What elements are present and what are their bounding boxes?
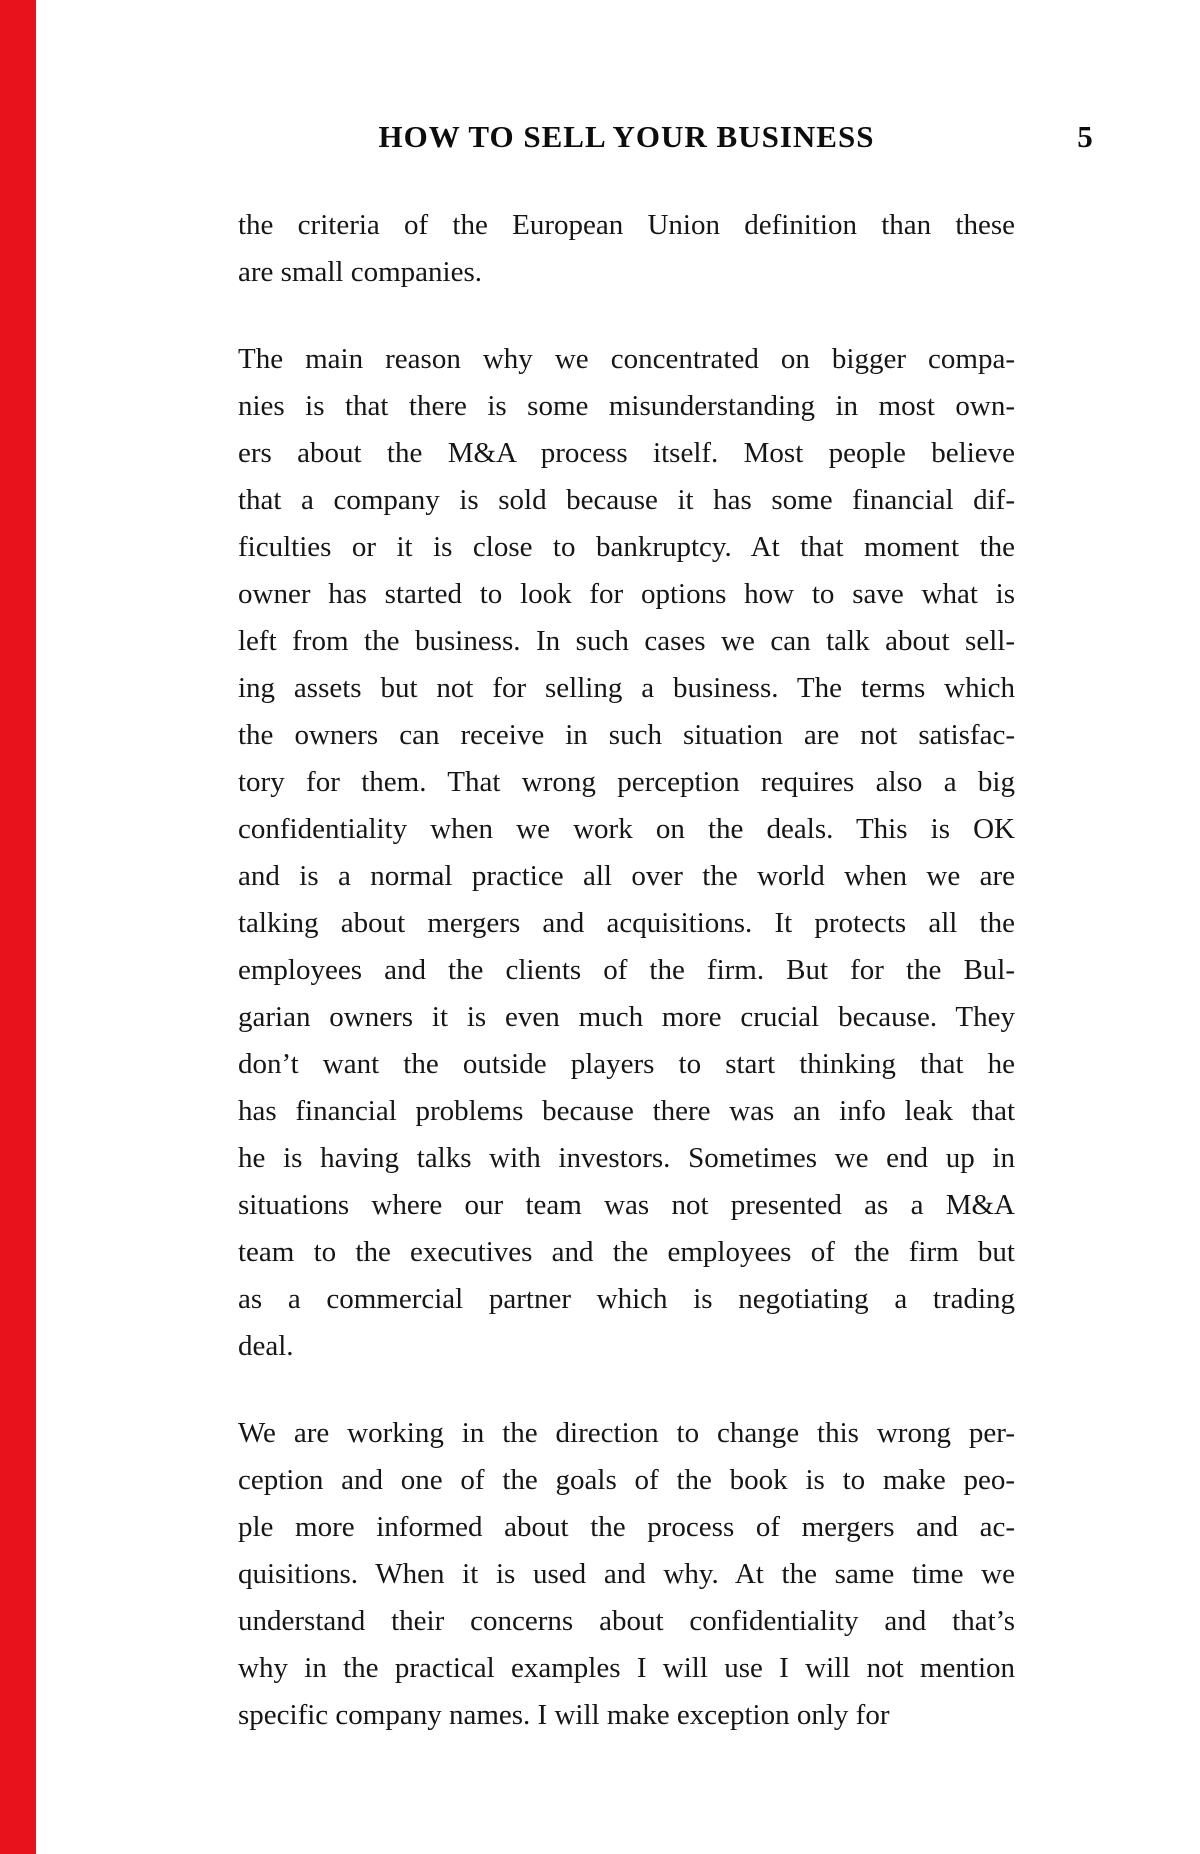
text-line: the owners can receive in such situation are not satisfac- bbox=[238, 719, 1015, 751]
page-number: 5 bbox=[1077, 119, 1093, 154]
text-line: nies is that there is some misunderstanding in most own- bbox=[238, 390, 1015, 422]
text-line: The main reason why we concentrated on bigger compa- bbox=[238, 343, 1015, 375]
text-line: left from the business. In such cases we can talk about sell- bbox=[238, 625, 1015, 657]
body-text bbox=[238, 202, 1015, 1739]
text-line: owner has started to look for options how to save what is bbox=[238, 578, 1015, 610]
text-line: tory for them. That wrong perception requires also a big bbox=[238, 766, 1015, 798]
text-line: don’t want the outside players to start thinking that he bbox=[238, 1048, 1015, 1080]
text-line: garian owners it is even much more crucial because. They bbox=[238, 1001, 1015, 1033]
text-line: ficulties or it is close to bankruptcy. At that moment the bbox=[238, 531, 1015, 563]
text-line: situations where our team was not presented as a M&A bbox=[238, 1189, 1015, 1221]
text-line: deal. bbox=[238, 1330, 294, 1362]
red-accent-bar bbox=[0, 0, 36, 1854]
text-line: as a commercial partner which is negotiating a trading bbox=[238, 1283, 1015, 1315]
text-line: team to the executives and the employees of the firm but bbox=[238, 1236, 1015, 1268]
text-line: ing assets but not for selling a business. The terms which bbox=[238, 672, 1015, 704]
text-line: employees and the clients of the firm. But for the Bul- bbox=[238, 954, 1015, 986]
text-line: has financial problems because there was an info leak that bbox=[238, 1095, 1015, 1127]
text-line: confidentiality when we work on the deals. This is OK bbox=[238, 813, 1015, 845]
text-line: that a company is sold because it has some financial dif- bbox=[238, 484, 1015, 516]
text-line: why in the practical examples I will use I will not mention bbox=[238, 1652, 1015, 1684]
paragraph bbox=[238, 336, 1015, 1370]
text-line: and is a normal practice all over the world when we are bbox=[238, 860, 1015, 892]
text-line: specific company names. I will make exception only for bbox=[238, 1699, 890, 1731]
paragraph bbox=[238, 1410, 1015, 1739]
paragraph bbox=[238, 202, 1015, 296]
running-header-title: HOW TO SELL YOUR BUSINESS bbox=[378, 119, 875, 154]
text-line: quisitions. When it is used and why. At the same time we bbox=[238, 1558, 1015, 1590]
text-line: are small companies. bbox=[238, 256, 482, 288]
text-line: the criteria of the European Union definition than these bbox=[238, 209, 1015, 241]
running-header bbox=[0, 114, 1200, 164]
text-line: talking about mergers and acquisitions. It protects all the bbox=[238, 907, 1015, 939]
text-line: ers about the M&A process itself. Most people believe bbox=[238, 437, 1015, 469]
text-line: ple more informed about the process of mergers and ac- bbox=[238, 1511, 1015, 1543]
text-line: understand their concerns about confidentiality and that’s bbox=[238, 1605, 1015, 1637]
text-line: We are working in the direction to change this wrong per- bbox=[238, 1417, 1015, 1449]
text-line: he is having talks with investors. Sometimes we end up in bbox=[238, 1142, 1015, 1174]
text-line: ception and one of the goals of the book is to make peo- bbox=[238, 1464, 1015, 1496]
